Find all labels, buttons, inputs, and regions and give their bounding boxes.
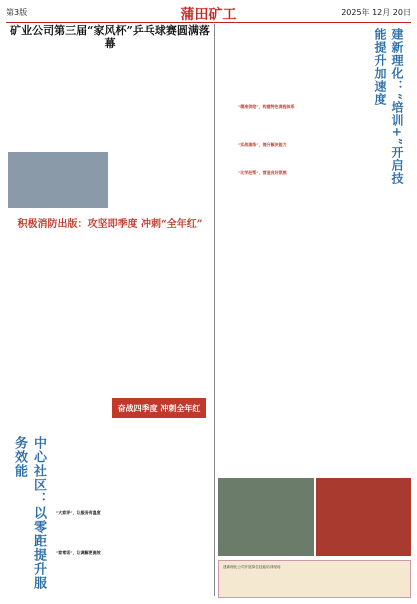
right-section-2: “实战演练”，提升解决能力 — [238, 142, 287, 147]
article-text-2 — [112, 42, 212, 152]
publish-date: 2025年 12月 20日 — [341, 8, 411, 17]
article-photo-2 — [218, 478, 314, 556]
page-number: 第3版 — [6, 8, 28, 17]
masthead: 蒲田矿工 — [180, 7, 237, 23]
article-text-3 — [112, 152, 212, 208]
vertical-title-community: 中心社区：以零距提升服务效能 — [12, 436, 46, 590]
right-section-3: “比学赶帮”，营造良好氛围 — [238, 170, 287, 175]
section-title-2: “家常话”，让调解更高效 — [56, 550, 101, 555]
right-section-1: “精准供给”，构建特色课程体系 — [238, 104, 295, 109]
article-photo-3 — [316, 478, 411, 556]
headline-fire: 积极消防出版：攻坚即季度 冲刺“全年红” — [17, 219, 203, 230]
vertical-title-training: 建新理化：“培训+”开启技能提升加速度 — [373, 28, 404, 185]
headline-pingpong: 矿业公司第三届“家风杯”乒乓球赛圆满落幕 — [10, 24, 210, 50]
photo-caption-box — [218, 560, 411, 598]
section-title-1: “大家评”，让服务有温度 — [56, 510, 101, 515]
photo-caption: 建新理化公司开展岗位技能培训现场 — [223, 565, 281, 569]
article-photo-1 — [8, 152, 108, 208]
article-text-9 — [218, 194, 411, 474]
article-text-5 — [112, 236, 212, 390]
article-text-6 — [40, 420, 110, 590]
article-text-4 — [8, 236, 110, 390]
column-divider — [214, 24, 215, 596]
banner-campaign: 奋战四季度 冲刺全年红 — [112, 398, 206, 418]
page-header — [6, 4, 411, 23]
article-text-7 — [112, 420, 212, 590]
article-text-1 — [8, 42, 110, 152]
